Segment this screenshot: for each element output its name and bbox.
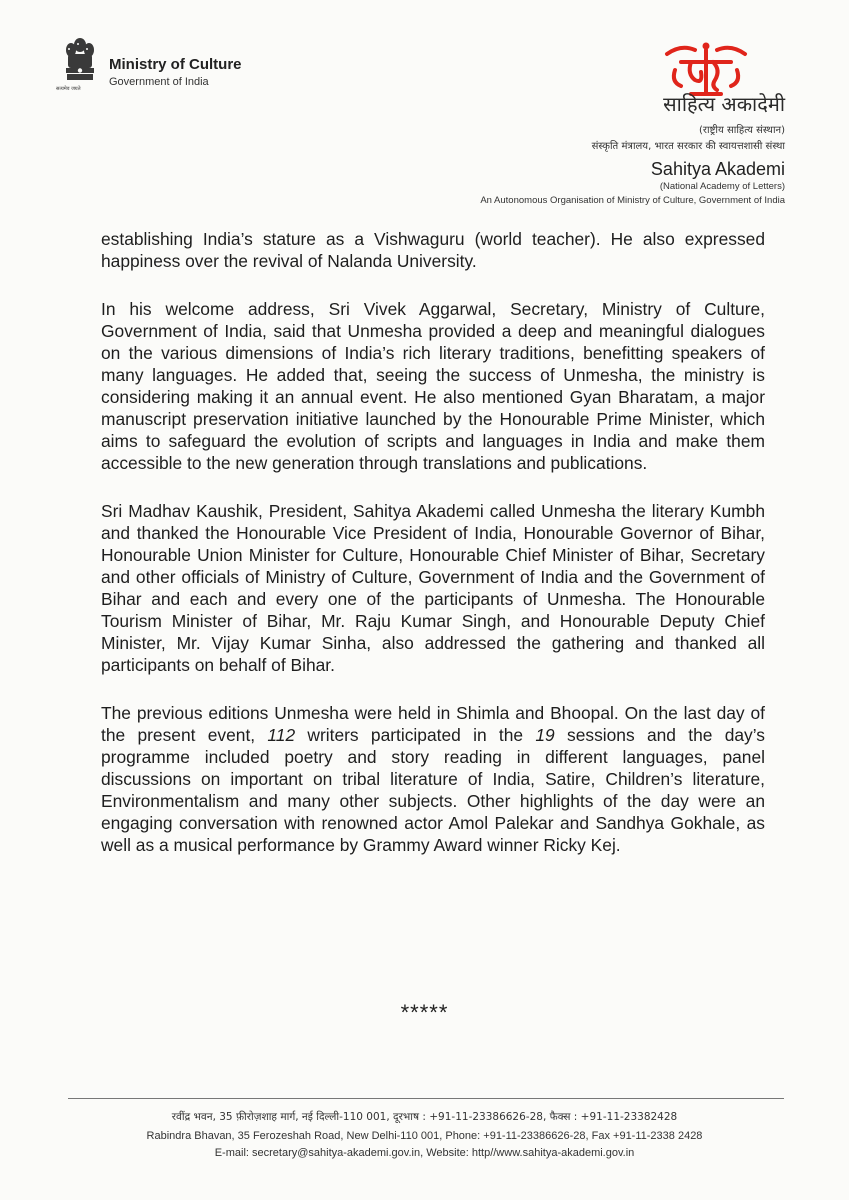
end-marker: ***** bbox=[400, 1000, 449, 1025]
akademi-hindi-description: संस्कृति मंत्रालय, भारत सरकार की स्वायत्तशासी संस्था bbox=[591, 141, 785, 152]
akademi-english-subtitle: (National Academy of Letters) bbox=[659, 181, 785, 192]
emblem-caption: सत्यमेव जयते bbox=[56, 86, 81, 92]
footer-address-hindi: रवींद्र भवन, 35 फ़ीरोज़शाह मार्ग, नई दिल्ली-110 001, दूरभाष : +91-11-23386626-28, फैक्स : +91-11-23382428 bbox=[171, 1111, 678, 1123]
akademi-hindi-name: साहित्य अकादेमी bbox=[663, 92, 785, 116]
footer-address-english: Rabindra Bhavan, 35 Ferozeshah Road, New Delhi-110 001, Phone: +91-11-23386626-28, Fax +91-11-2338 2428 bbox=[146, 1130, 703, 1142]
footer-divider bbox=[68, 1098, 784, 1099]
footer-contact: E-mail: secretary@sahitya-akademi.gov.in, Website: http//www.sahitya-akademi.gov.in bbox=[214, 1147, 635, 1159]
paragraph-4-part-a: The previous editions Unmesha were held in Shimla and Bhoopal. On the last day of the present event, bbox=[101, 703, 765, 745]
writers-count: 112 bbox=[267, 725, 296, 745]
sessions-count: 19 bbox=[535, 725, 555, 745]
letter-body bbox=[101, 228, 765, 882]
paragraph-4 bbox=[101, 702, 765, 856]
ministry-header bbox=[56, 36, 300, 96]
paragraph-4-part-b: writers participated in the bbox=[295, 725, 536, 745]
akademi-english-description: An Autonomous Organisation of Ministry of Culture, Government of India bbox=[480, 195, 785, 206]
paragraph-3: Sri Madhav Kaushik, President, Sahitya Akademi called Unmesha the literary Kumbh and thanked the Honourable Vice President of India, Honourable Governor of Bihar, Honourable Union Minister for Culture, Honourable Chief Minister of Bihar, Secretary and other officials of Ministry of Culture, Government of India and the Government of Bihar and each and every one of the participants of Unmesha. The Honourable Tourism Minister of Bihar, Mr. Raju Kumar Singh, and Honourable Deputy Chief Minister, Mr. Vijay Kumar Sinha, also addressed the gathering and thanked all participants on behalf of Bihar. bbox=[101, 501, 765, 675]
akademi-hindi-subtitle: (राष्ट्रीय साहित्य संस्थान) bbox=[698, 125, 785, 136]
ministry-name: Ministry of Culture bbox=[109, 56, 242, 73]
paragraph-1: establishing India’s stature as a Vishwaguru (world teacher). He also expressed happiness over the revival of Nalanda University. bbox=[101, 229, 765, 271]
akademi-english-name: Sahitya Akademi bbox=[650, 159, 785, 179]
paragraph-4-part-c: sessions and the day’s programme included poetry and story reading in different languages, panel discussions on important on tribal literature of India, Satire, Children’s literature, Environmentalism and many other subjects. Other highlights of the day were an engaging conversation with renowned actor Amol Palekar and Sandhya Gokhale, as well as a musical performance by Grammy Award winner Ricky Kej. bbox=[101, 725, 765, 855]
paragraph-2: In his welcome address, Sri Vivek Aggarwal, Secretary, Ministry of Culture, Government of India, said that Unmesha provided a deep and meaningful dialogues on the various dimensions of India’s rich literary traditions, benefitting speakers of many languages. He added that, seeing the success of Unmesha, the ministry is considering making it an annual event. He also mentioned Gyan Bharatam, a major manuscript preservation initiative launched by the Honourable Prime Minister, which aims to safeguard the evolution of scripts and languages in India and make them accessible to the new generation through translations and publications. bbox=[101, 299, 765, 473]
ministry-subtitle: Government of India bbox=[109, 76, 209, 88]
